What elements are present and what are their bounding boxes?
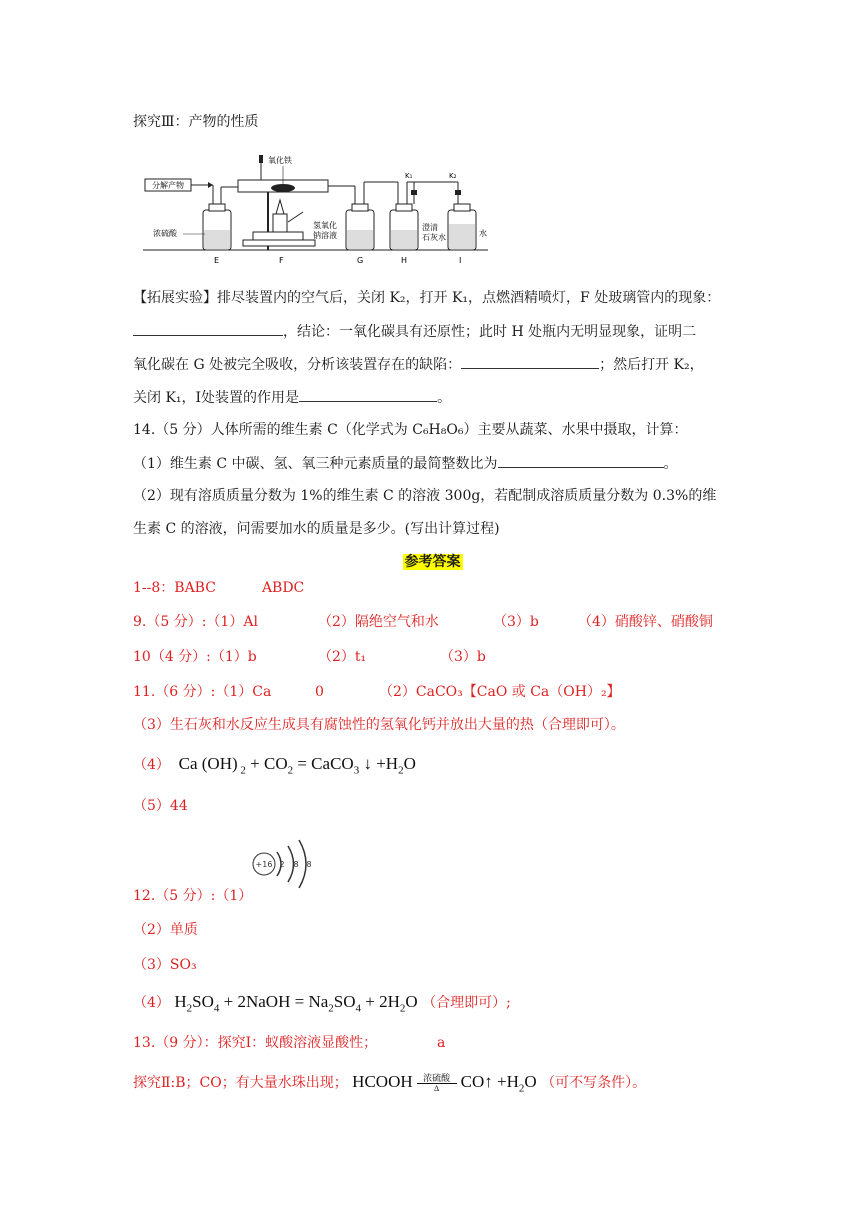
answer-13-2-note: （可不写条件）。 <box>541 1075 647 1091</box>
label-k1: K₁ <box>405 172 413 180</box>
q14-line1: 14.（5 分）人体所需的维生素 C（化学式为 C₆H₈O₆）主要从蔬菜、水果中摄取，计算： <box>133 422 688 438</box>
q14-line2 <box>133 453 678 474</box>
answer-12-2: （2）单质 <box>133 922 198 938</box>
label-fe2o3: 氧化铁 <box>268 156 292 165</box>
label-E: E <box>214 256 220 265</box>
label-naoh-1: 氢氧化 <box>313 221 337 230</box>
answer-11-3: （3）生石灰和水反应生成具有腐蚀性的氢氧化钙并放出大量的热（合理即可）。 <box>133 717 625 733</box>
atom-electrons-shell-2: 8 <box>293 860 299 869</box>
answer-10-part3: （3）b <box>440 649 486 665</box>
label-G: G <box>357 256 364 265</box>
answer-9 <box>133 612 713 632</box>
q14-line3: （2）现有溶质质量分数为 1%的维生素 C 的溶液 300g，若配制成溶质质量分数为 0.3%的维 <box>133 488 717 504</box>
answer-11-5: （5）44 <box>133 798 188 814</box>
answer-9-part1: 9.（5 分）:（1）Al <box>133 614 258 630</box>
label-H: H <box>401 256 408 265</box>
para-extension-line2 <box>133 321 696 342</box>
answer-13-part1: 13.（9 分）：探究Ⅰ：蚁酸溶液显酸性； <box>133 1035 378 1051</box>
equation-ca-oh-2: Ca (OH) $_2 + CO_2$ = CaCO$_3$ ↓ $+H_2O$ <box>174 754 416 777</box>
answer-12-4-num: （4） <box>133 995 170 1011</box>
condition-bottom: Δ <box>434 1083 440 1093</box>
answer-9-part4: （4）硝酸锌、硝酸铜 <box>578 614 713 630</box>
atom-nucleus: +16 <box>255 860 273 869</box>
answer-11-part1: 11.（6 分）:（1）Ca <box>133 684 272 700</box>
para-extension-line1: 【拓展实验】排尽装置内的空气后，关闭 K₂，打开 K₁，点燃酒精喷灯，F 处玻璃管内的现象： <box>133 290 721 306</box>
answers-title-wrap <box>0 552 865 572</box>
q14-line2-end: 。 <box>663 456 678 472</box>
q14-line4: 生素 C 的溶液，问需要加水的质量是多少。(写出计算过程) <box>133 521 500 537</box>
experiment-apparatus-diagram <box>143 152 488 267</box>
label-h2so4: 浓硫酸 <box>153 229 177 238</box>
answers-title: 参考答案 <box>404 554 461 570</box>
answer-1-8-b: ABDC <box>261 580 305 596</box>
answer-blank[interactable] <box>299 387 437 402</box>
label-water: 水 <box>479 229 487 238</box>
answer-9-part2: （2）隔绝空气和水 <box>318 614 439 630</box>
answer-10 <box>133 647 486 667</box>
answer-10-part1: 10（4 分）:（1）b <box>133 649 257 665</box>
answer-13-1 <box>133 1033 445 1053</box>
condition-top: 浓硫酸 <box>417 1073 457 1084</box>
answer-11-part2: 0 <box>315 684 324 700</box>
sulfur-ion-structure-diagram <box>247 838 329 890</box>
para-extension-line4-end: 。 <box>437 390 452 406</box>
answer-11-4-num: （4） <box>133 757 170 773</box>
label-limewater-2: 石灰水 <box>422 233 446 242</box>
para-extension-line4 <box>133 387 451 408</box>
para-extension-line2-text: ，结论：一氧化碳具有还原性；此时 H 处瓶内无明显现象，证明二 <box>283 324 697 340</box>
label-F: F <box>279 256 284 265</box>
answer-12-4 <box>133 990 511 1020</box>
answer-blank[interactable] <box>133 321 283 336</box>
equation-h2so4-naoh: $H_2SO_4$ + 2NaOH = $Na_2SO_4 + 2H_2O$ <box>174 992 418 1015</box>
para-extension-line3-text: 氧化碳在 G 处被完全吸收，分析该装置存在的缺陷： <box>133 357 462 373</box>
answer-10-part2: （2）t₁ <box>318 649 367 665</box>
para-extension-line3 <box>133 354 704 375</box>
answer-12-1: 12.（5 分）:（1） <box>133 888 253 904</box>
label-limewater-1: 澄清 <box>422 223 438 232</box>
answer-11-4 <box>133 752 416 782</box>
reaction-condition <box>417 1073 457 1094</box>
label-input: 分解产物 <box>152 181 184 190</box>
label-naoh-2: 钠溶液 <box>313 231 337 240</box>
answer-11 <box>133 682 621 702</box>
para-extension-line3-text-b: ；然后打开 K₂， <box>599 357 704 373</box>
atom-electrons-shell-3: 8 <box>306 860 312 869</box>
answer-12-4-note: （合理即可）; <box>422 995 511 1011</box>
answer-11-part3: （2）CaCO₃【CaO 或 Ca（OH）₂】 <box>379 684 621 700</box>
answer-13-2-text: 探究Ⅱ:B；CO；有大量水珠出现； <box>133 1075 348 1091</box>
equation-hcooh: HCOOH 浓硫酸 Δ CO↑ $+H_2O$ <box>352 1072 537 1095</box>
answer-12-3: （3）SO₃ <box>133 957 197 973</box>
answer-13-2 <box>133 1068 646 1102</box>
atom-electrons-shell-1: 2 <box>279 860 285 869</box>
answer-blank[interactable] <box>461 354 599 369</box>
section-title: 探究Ⅲ：产物的性质 <box>133 114 259 130</box>
answer-13-part2: a <box>437 1035 446 1051</box>
answer-1-8 <box>133 578 304 598</box>
answer-9-part3: （3）b <box>493 614 539 630</box>
answer-1-8-a: 1--8：BABC <box>133 580 216 596</box>
answer-blank[interactable] <box>498 453 664 468</box>
label-k2: K₂ <box>449 172 457 180</box>
q14-line2-text: （1）维生素 C 中碳、氢、氧三种元素质量的最简整数比为 <box>133 456 498 472</box>
label-I: I <box>459 256 462 265</box>
para-extension-line4-text: 关闭 K₁，Ⅰ处装置的作用是 <box>133 390 300 406</box>
